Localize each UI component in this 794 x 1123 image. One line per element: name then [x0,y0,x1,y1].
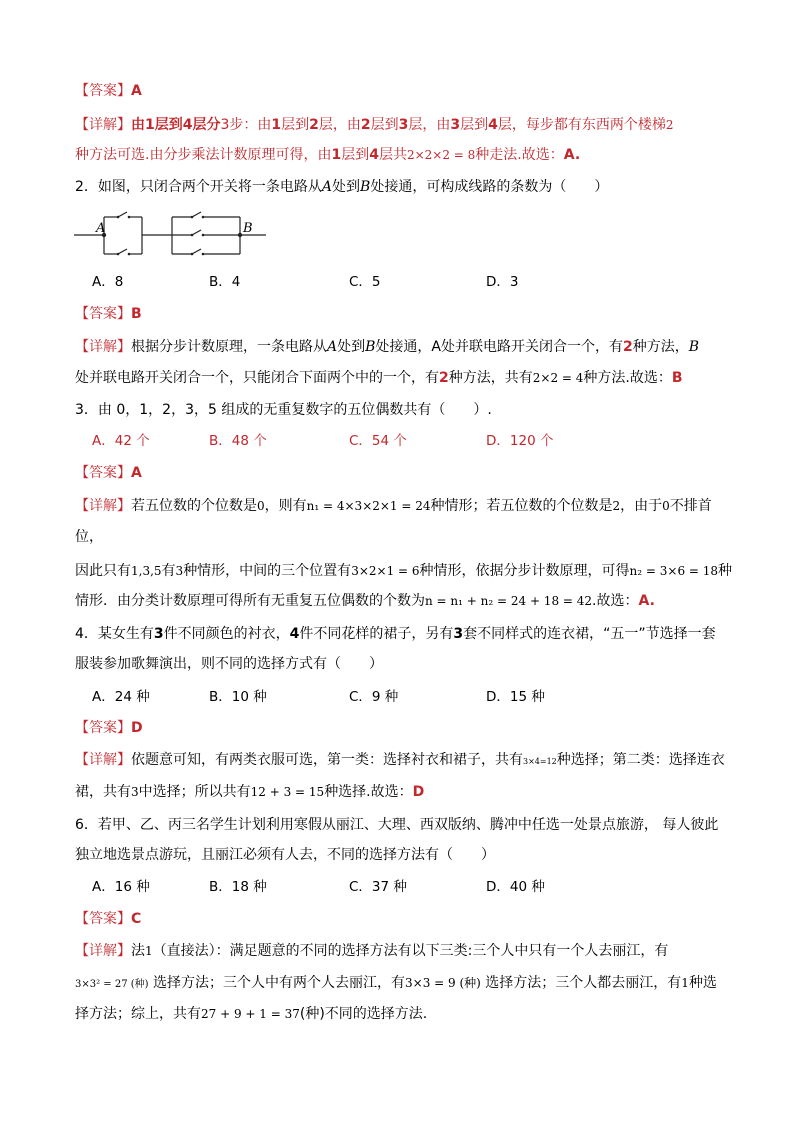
q4-answer-line [75,718,143,738]
text: A. [563,147,581,163]
q1-detail-line-1 [75,115,674,135]
text: .故选： [592,593,639,609]
q4-stem-line-1 [75,624,716,644]
q1-answer-line [75,81,142,101]
math: 3×3 = 9 (种) [405,976,481,990]
q6-stem-line-2: 独立地选景点游玩，且丽江必须有人去，不同的选择方法有（ ） [75,847,495,863]
text: （直接法）：满足题意的不同的选择方法有以下三类:三个人中只有一个人去丽江，有 [152,943,669,959]
answer-value: D [131,720,143,736]
q6-detail-line-1 [75,941,668,961]
text: ，由于 [620,498,663,514]
text: 若五位数的个位数是 [131,498,257,514]
q4-stem-line-2: 服装参加歌舞演出，则不同的选择方式有（ ） [75,656,383,672]
text: D [412,784,425,800]
q6-detail-line-3 [75,1004,427,1024]
math: A [327,339,338,355]
text: 层，每步都有东西两个楼梯 [497,117,666,133]
q1-detail-line-2 [75,145,580,165]
text: 择方法；综上，共有 [75,1006,201,1022]
text: 层到 [341,147,370,163]
text: 套不同样式的连衣裙，“五一”节选择一套 [463,626,716,642]
switch-blade [192,212,201,217]
text: 裙，共有 [75,784,131,800]
text: 由 [131,117,145,133]
text: 中选择；所以共有 [138,784,251,800]
q3-detail-line-4 [75,591,655,611]
q6-stem-line-1: 6．若甲、乙、丙三名学生计划利用寒假从丽江、大理、西双版纳、腾冲中任选一处景点旅游， 每人彼此 [75,817,719,833]
switch-blade [118,249,127,254]
text: 处到 [332,179,361,195]
q3-detail-line-3 [75,561,732,581]
option-b[interactable]: B．10 种 [209,689,267,705]
option-d[interactable]: D．120 个 [486,433,554,449]
text: 依题意可知，有两类衣服可选，第一类：选择衬衣和裙子，共有 [131,752,523,768]
text: 不排首 [669,498,712,514]
math: 1 [145,944,153,958]
math: 3×3² = 27 (种) [75,979,149,990]
text: 种方法.故选： [583,370,672,386]
switch-contact [202,253,205,256]
text: 选择方法；三个人中有两个人去丽江，有 [148,975,406,991]
text: 层到 [460,117,489,133]
text: 情形．由分类计数原理可得所有无重复五位偶数的个数为 [75,593,425,609]
text: 有 [161,563,176,579]
text: 1 [331,147,342,163]
switch-contact [117,253,120,256]
option-b[interactable]: B．4 [209,274,241,290]
text: 1 [145,117,155,133]
math: B [360,179,371,195]
text: 2 [439,370,449,386]
switch-contact [128,253,131,256]
q4-detail-line-1 [75,750,725,772]
q6-detail-line-2 [75,973,717,995]
q3-stem: 3．由 0，1，2，3，5 组成的无重复数字的五位偶数共有（ ）. [75,402,492,418]
text: 2 [360,117,371,133]
option-a[interactable]: A．24 种 [92,689,150,705]
text: 3 [398,117,409,133]
answer-label: 【答案】 [75,306,131,322]
math: 3 [175,564,184,578]
switch-blade [192,230,201,235]
text: ，则有 [264,498,307,514]
switch-contact [202,234,205,237]
answer-label: 【答案】 [75,911,131,927]
math: 12 + 3 = 15 [250,785,325,799]
text: 种选择.故选： [324,784,413,800]
node-b-dot [238,233,242,237]
text: 种走法.故选： [475,147,564,163]
text: 1 [271,117,282,133]
q2-detail-line-2 [75,368,683,388]
text: 4 [488,117,498,133]
text: 2 [309,117,319,133]
text: 层到 [281,117,310,133]
text: 法 [131,943,145,959]
text: 3步：由 [220,117,272,133]
answer-value: A [131,465,142,481]
math: 27 + 9 + 1 = 37 [201,1007,300,1021]
text: 选择方法；三个人都去丽江，有 [480,975,682,991]
text: 因此只有 [75,563,131,579]
text: (种)不同的选择方法. [299,1006,428,1022]
switch-contact [202,216,205,219]
q6-answer-line [75,909,141,929]
answer-value: A [131,83,142,99]
text: 4．某女生有 [75,626,154,642]
text: 种方法， [632,339,689,355]
option-d[interactable]: D．40 种 [486,879,545,895]
option-b[interactable]: B．18 种 [209,879,267,895]
q2-answer-line [75,304,142,324]
text: 2．如图，只闭合两个开关将一条电路从 [75,179,322,195]
text: 层到 [154,117,183,133]
switch-contact [191,216,194,219]
math: 3×4=12 [523,757,557,766]
option-c[interactable]: C．9 种 [349,689,399,705]
option-d[interactable]: D．15 种 [486,689,545,705]
circuit-diagram [74,204,274,260]
switch-contact [117,216,120,219]
q3-answer-line [75,463,142,483]
math: 2 [665,118,674,132]
detail-label: 【详解】 [75,339,131,355]
text: 层分 [192,117,221,133]
text: 种 [718,563,733,579]
text: 种情形；若五位数的个位数是 [430,498,613,514]
answer-label: 【答案】 [75,83,131,99]
option-a[interactable]: A．8 [92,274,124,290]
text: A. [638,593,655,609]
text: 3 [453,626,464,642]
switch-contact [128,216,131,219]
text: 种情形，中间的三个位置有 [183,563,352,579]
math: 2 [612,499,621,513]
q2-stem [75,177,608,197]
option-b[interactable]: B．48 个 [209,433,267,449]
text: 处接通，A处并联电路开关闭合一个，有 [375,339,623,355]
q4-detail-line-2 [75,782,424,802]
node-b-label: B [243,221,253,236]
answer-label: 【答案】 [75,720,131,736]
answer-value: B [131,306,142,322]
switch-blade [192,249,201,254]
switch-blade [118,212,127,217]
text: B [671,370,683,386]
switch-contact [191,234,194,237]
math: 1 [681,976,689,990]
math: A [321,179,333,195]
text: 种情形，依据分步计数原理，可得 [419,563,630,579]
q2-detail-line-1 [75,337,699,357]
answer-value: C [131,911,142,927]
option-a[interactable]: A．16 种 [92,879,150,895]
text: 层，由 [408,117,451,133]
option-c[interactable]: C．37 种 [349,879,407,895]
text: 处到 [337,339,366,355]
q3-detail-line-2: 位， [75,529,103,545]
option-a[interactable]: A．42 个 [92,433,150,449]
text: 种选 [688,975,717,991]
math: n = n₁ + n₂ = 24 + 18 = 42 [425,594,593,608]
text: 件不同花样的裙子，另有 [299,626,454,642]
text: 2 [623,339,633,355]
text: 层共 [378,147,407,163]
text: 根据分步计数原理，一条电路从 [131,339,327,355]
text: 种方法可选.由分步乘法计数原理可得，由 [75,147,332,163]
detail-label: 【详解】 [75,498,131,514]
text: 层到 [370,117,399,133]
text: 层，由 [318,117,361,133]
switch-contact [191,253,194,256]
math: B [688,339,700,355]
text: 件不同颜色的衬衣， [163,626,290,642]
detail-label: 【详解】 [75,752,131,768]
detail-label: 【详解】 [75,943,131,959]
option-c[interactable]: C．5 [349,274,381,290]
node-a-label: A [96,221,106,236]
text: 种选择；第二类：选择连衣 [556,752,725,768]
math: 2×2×2 = 8 [406,148,476,162]
q3-detail-line-1 [75,496,712,516]
math: n₂ = 3×6 = 18 [629,564,719,578]
answer-label: 【答案】 [75,465,131,481]
text: 4 [369,147,379,163]
math: 3×2×1 = 6 [351,564,420,578]
text: 3 [153,626,164,642]
math: 1,3,5 [131,564,162,578]
text: 处并联电路开关闭合一个，只能闭合下面两个中的一个，有 [75,370,439,386]
option-c[interactable]: C．54 个 [349,433,407,449]
math: 2×2 = 4 [532,371,584,385]
text: 4 [289,626,300,642]
text: 4 [182,117,193,133]
detail-label: 【详解】 [75,117,131,133]
text: 处接通，可构成线路的条数为（ ） [370,179,609,195]
math: 3 [131,785,139,799]
text: 3 [450,117,461,133]
math: 0 [662,499,670,513]
text: 种方法，共有 [448,370,533,386]
math: n₁ = 4×3×2×1 = 24 [306,499,431,513]
math: B [365,339,376,355]
math: 0 [257,499,265,513]
option-d[interactable]: D．3 [486,274,519,290]
